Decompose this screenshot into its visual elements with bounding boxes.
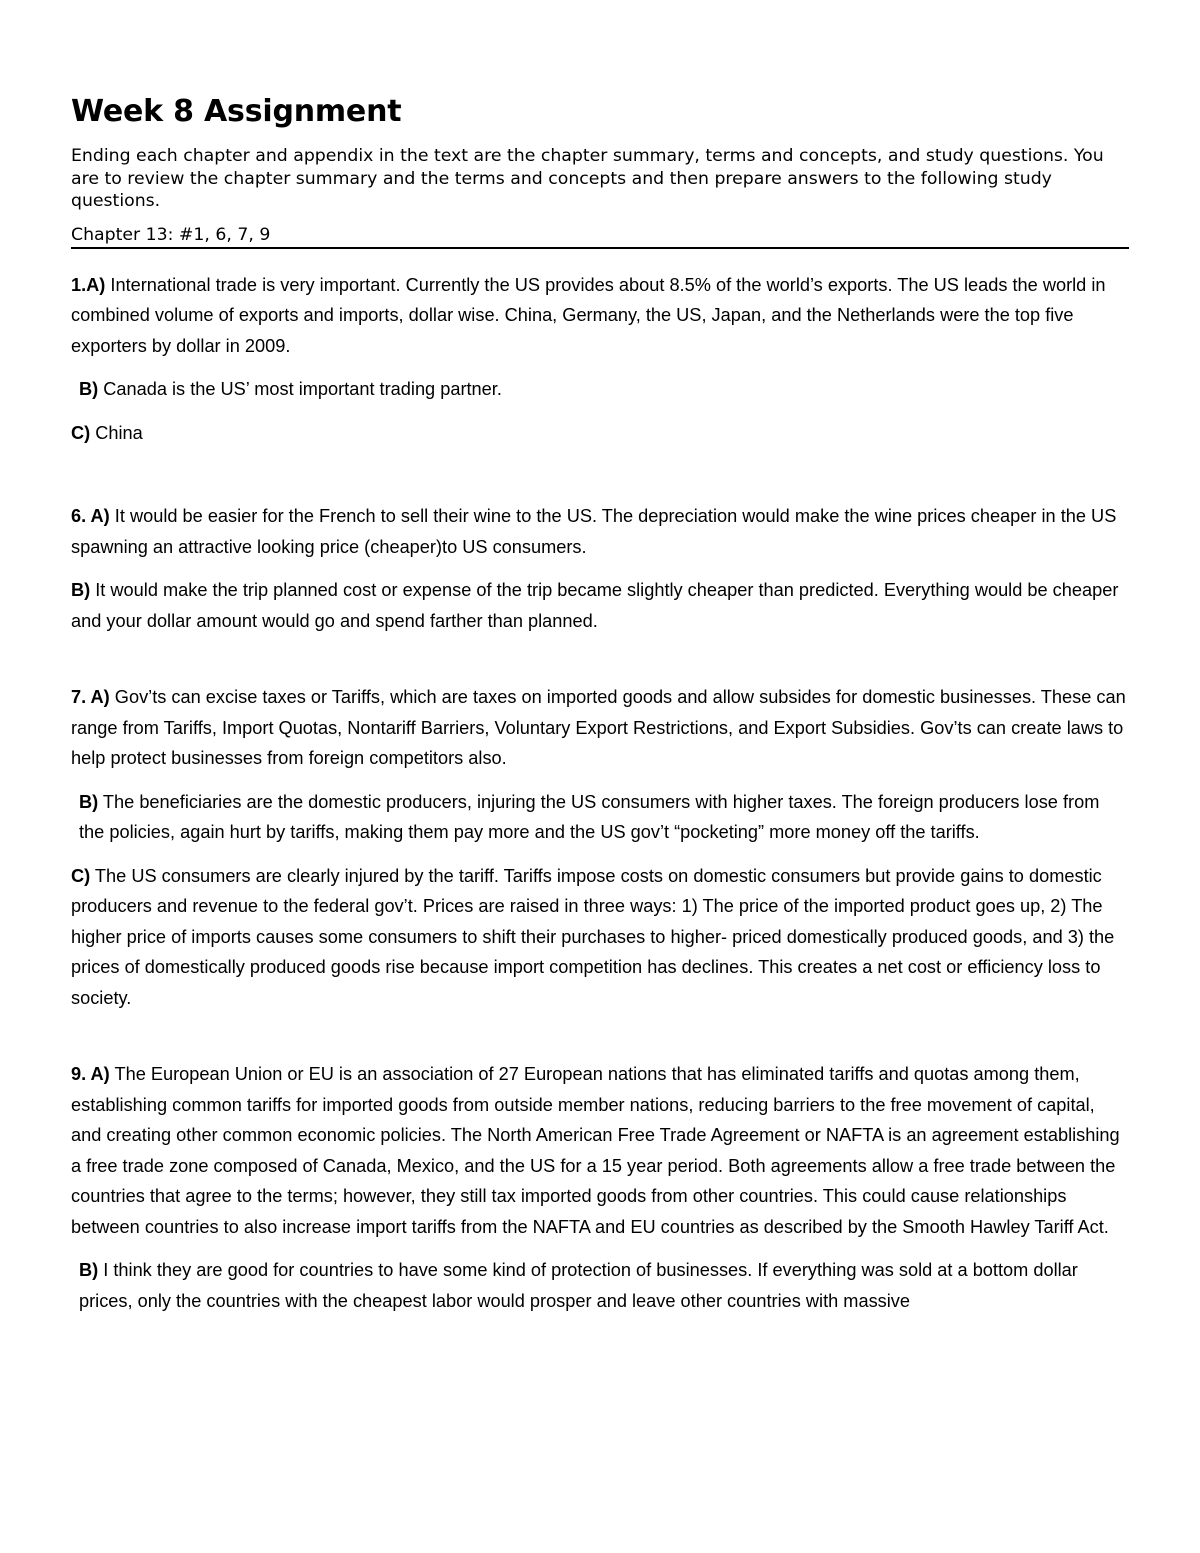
answer-label: B) — [79, 1260, 99, 1280]
answer-text: It would make the trip planned cost or expense of the trip became slightly cheaper than predicted. Everything would be cheaper and your dollar amount would go and spend farther than planned. — [71, 580, 1119, 631]
answer-label: B) — [79, 379, 99, 399]
answer-text: Gov’ts can excise taxes or Tariffs, which are taxes on imported goods and allow subsides for domestic businesses. These can range from Tariffs, Import Quotas, Nontariff Barriers, Voluntary Export Restrictions, and Export Subsidies. Gov’ts can create laws to help protect businesses from foreign competitors also. — [71, 687, 1126, 768]
document-page — [71, 92, 1129, 1329]
answer-label: 7. A) — [71, 687, 110, 707]
answer-7c — [71, 861, 1129, 1014]
answer-label: 6. A) — [71, 506, 110, 526]
chapter-heading: Chapter 13: #1, 6, 7, 9 — [71, 224, 1129, 249]
answer-9a — [71, 1059, 1129, 1242]
answer-text: Canada is the US’ most important trading partner. — [98, 379, 502, 399]
answer-9b — [71, 1255, 1129, 1316]
intro-paragraph: Ending each chapter and appendix in the text are the chapter summary, terms and concepts, and study questions. You are to review the chapter summary and the terms and concepts and then prepare answers to the following study questions. — [71, 146, 1104, 211]
answer-1a — [71, 270, 1129, 362]
answer-text: It would be easier for the French to sell their wine to the US. The depreciation would make the wine prices cheaper in the US spawning an attractive looking price (cheaper)to US consumers. — [71, 506, 1117, 557]
answer-text: International trade is very important. Currently the US provides about 8.5% of the world’s exports. The US leads the world in combined volume of exports and imports, dollar wise. China, Germany, the US, Japan, and the Netherlands were the top five exporters by dollar in 2009. — [71, 274, 1106, 356]
answer-text: The US consumers are clearly injured by the tariff. Tariffs impose costs on domestic consumers but provide gains to domestic producers and revenue to the federal gov’t. Prices are raised in three ways: 1) The price of the imported product goes up, 2) The higher price of imports causes some consumers to shift their purchases to higher- priced domestically produced goods, and 3) the prices of domestically produced goods rise because import competition has declines. This creates a net cost or efficiency loss to society. — [71, 865, 1115, 1008]
answer-7b — [71, 787, 1129, 848]
answer-label: B) — [79, 791, 99, 812]
answer-1b — [71, 374, 1129, 405]
answer-label: C) — [71, 865, 91, 886]
answer-text: The European Union or EU is an association of 27 European nations that has eliminated tariffs and quotas among them, establishing common tariffs for imported goods from outside member nations, reducing barriers to the free movement of capital, and creating other common economic policies. The North American Free Trade Agreement or NAFTA is an agreement establishing a free trade zone composed of Canada, Mexico, and the US for a 15 year period. Both agreements allow a free trade between the countries that agree to the terms; however, they still tax imported goods from other countries. This could cause relationships between countries to also increase import tariffs from the NAFTA and EU countries as described by the Smooth Hawley Tariff Act. — [71, 1064, 1120, 1237]
answer-label: C) — [71, 422, 91, 443]
answer-6a — [71, 501, 1129, 562]
answer-label: 9. A) — [71, 1064, 110, 1084]
answer-label: B) — [71, 580, 91, 600]
answer-text: China — [90, 422, 143, 443]
answer-label: 1.A) — [71, 274, 106, 295]
answer-text: The beneficiaries are the domestic producers, injuring the US consumers with higher taxes. The foreign producers lose from the policies, again hurt by tariffs, making them pay more and the US gov’t “pocketing” more money off the tariffs. — [79, 791, 1100, 842]
answer-6b — [71, 575, 1129, 636]
answer-7a — [71, 682, 1129, 774]
answers-section — [71, 270, 1129, 1317]
answer-text: I think they are good for countries to have some kind of protection of businesses. If everything was sold at a bottom dollar prices, only the countries with the cheapest labor would prosper and leave other countries with massive — [79, 1260, 1078, 1311]
answer-1c — [71, 418, 1129, 449]
page-title: Week 8 Assignment — [71, 94, 402, 129]
